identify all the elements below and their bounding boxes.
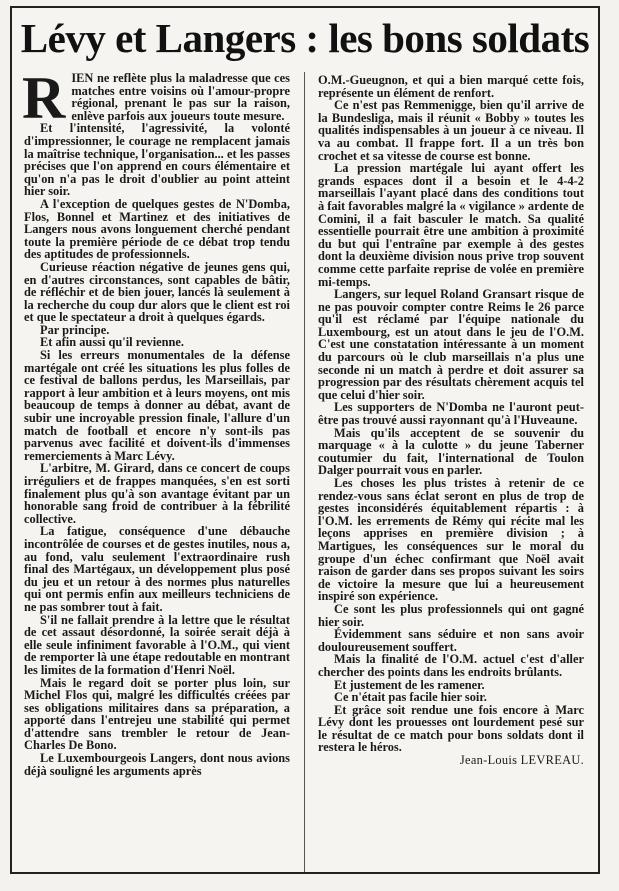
paragraph: Par principe. [40,322,110,337]
article-frame [10,6,600,874]
paragraph: Mais qu'ils acceptent de se souvenir du marquage « à la culotte » du jeune Taberner coutumier du fait, l'international de Toulon Dalger pourrait vous en parler. [318,425,584,478]
paragraph: Les choses les plus tristes à retenir de ce rendez-vous sans éclat seront en plus de trop de gestes inconsidérés équitablement répartis : à l'O.M. les errements de Rémy qui récite mal les leçons apprises en première division ; à Martigues, les conséquences sur le moral du groupe d'un échec confirmant que Noël avait raison de garder dans ses propos suivant les soirs de victoire la mesure que lui a heureusement inspiré son expérience. [318,476,584,604]
paragraph: Et l'intensité, l'agressivité, la volonté d'impressionner, le courage ne remplacent jamais la maîtrise technique, l'organisation... et les passes précises que l'on apprend en cours élémentaire et qu'on n'a pas le droit d'oublier au point atteint hier soir. [24,121,290,199]
paragraph: Et justement de les ramener. [334,677,485,692]
paragraph: Et grâce soit rendue une fois encore à Marc Lévy dont les prouesses ont lourdement pesé sur le résultat de ce match pour bons soldats dont il restera le héros. [318,702,584,755]
paragraph: Et afin aussi qu'il revienne. [40,335,185,350]
dropcap: R [22,65,66,131]
paragraph-lead: RIEN ne reflète plus la maladresse que ces matches entre voisins où l'amour-propre régional, prenant le pas sur la raison, enlève parfois aux joueurs toute mesure. [22,65,290,131]
paragraph: Ce n'est pas Remmenigge, bien qu'il arrive de la Bundesliga, mais il réunit « Bobby » toutes les qualités indispensables à un joueur à ce niveau. Il va au combat. Il frappe fort. Il a un très bon crochet et sa vitesse de course est bonne. [318,98,584,163]
right-column [318,74,584,767]
paragraph: L'arbitre, M. Girard, dans ce concert de coups irréguliers et de frappes manquées, s'en est sorti finalement plus qu'à son avantage évitant par un honorable sang froid de contribuer à la fébrilité collective. [24,461,290,526]
paragraph: Mais la finalité de l'O.M. actuel c'est d'aller chercher des points dans les endroits brûlants. [318,652,584,679]
paragraph: S'il ne fallait prendre à la lettre que le résultat de cet assaut désordonné, la soirée serait déjà à elle seule infiniment favorable à l'O.M., qui vient de remporter là une étape redoutable en montrant les limites de la formation d'Henri Noël. [24,612,290,677]
paragraph: Évidemment sans séduire et non sans avoir douloureusement souffert. [318,627,584,654]
column-divider [304,72,305,872]
paragraph: Les supporters de N'Domba ne l'auront peut-être pas trouvé aussi rayonnant qu'à l'Huveaune. [318,400,584,428]
paragraph: Ce sont les plus professionnels qui ont gagné hier soir. [318,601,584,629]
paragraph: Ce n'était pas facile hier soir. [334,690,487,705]
paragraph: Langers, sur lequel Roland Gransart risque de ne pas pouvoir compter contre Reims le 26 parce qu'il est réclamé par l'équipe nationale du Luxembourg, est un atout dans le jeu de l'O.M. C'est une constatation intéressante à un moment du parcours où le club marseillais n'a plus une seconde ni un match à perdre et doit assurer sa progression par des résultats chèrement acquis tel que celui d'hier soir. [318,287,584,402]
paragraph: Mais le regard doit se porter plus loin, sur Michel Flos qui, malgré les difficultés créées par ses obligations militaires dans sa préparation, a apporté dans l'entrejeu une stabilité qui permet d'attendre sans trembler le retour de Jean-Charles De Bono. [24,675,290,753]
paragraph: Le Luxembourgeois Langers, dont nous avions déjà souligné les arguments après [24,751,290,778]
paragraph: La fatigue, conséquence d'une débauche incontrôlée de courses et de gestes inutiles, nous a, au fond, valu seulement l'extraordinaire rush final des Martégaux, un développement plus posé du jeu et un retour à des normes plus naturelles qui ont permis enfin aux meilleurs techniciens de ne pas sombrer tout à fait. [24,524,290,614]
headline: Lévy et Langers : les bons soldats [20,15,590,61]
paragraph: Curieuse réaction négative de jeunes gens qui, en d'autres circonstances, sont capables de bâtir, de réfléchir et de bien jouer, lancés là seulement à la recherche du coup dur alors que le client est roi et que le spectateur a droit à quelques égards. [24,259,290,325]
paragraph: A l'exception de quelques gestes de N'Domba, Flos, Bonnel et Martinez et des initiatives de Langers nous avons longuement cherché pendant toute la première période de ce débat trop tendu des aptitudes de professionnels. [24,196,290,262]
paragraph: O.M.-Gueugnon, et qui a bien marqué cette fois, représente un élément de renfort. [318,73,584,100]
paragraph: Si les erreurs monumentales de la défense martégale ont créé les situations les plus folles de ce festival de ballons perdus, les Marseillais, par rapport à leur ambition et à leurs moyens, ont mis beaucoup de temps à donner au débat, avant de subir une incroyable pression finale, l'allure d'un match de football et encore n'y sont-ils pas parvenus avec facilité et doivent-ils d'immenses remerciements à Marc Lévy. [24,348,290,463]
left-column [22,65,290,778]
paragraph: La pression martégale lui ayant offert les grands espaces dont il a besoin et le 4-4-2 marseillais l'ayant placé dans des conditions tout à fait favorables malgré la « vigilance » ardente de Comini, il a fait basculer le match. Sa qualité essentielle pourrait être une ambition à proximité du but qui l'entraîne par exemple à des gestes dont la deuxième division nous prive trop souvent comme cette parfaite reprise de volée en première mi-temps. [318,161,585,289]
author-signature: Jean-Louis LEVREAU. [459,753,584,768]
